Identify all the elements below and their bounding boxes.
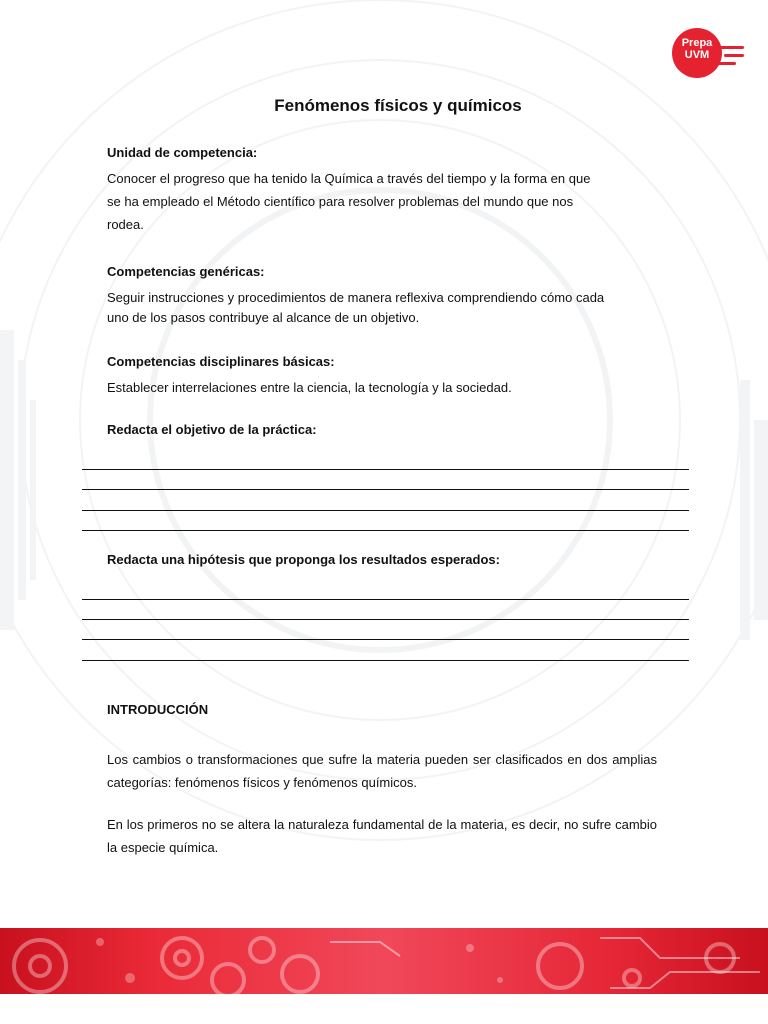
answer-line[interactable] — [82, 489, 689, 490]
genericas-heading: Competencias genéricas: — [107, 264, 265, 279]
answer-line[interactable] — [82, 510, 689, 511]
introduccion-paragraph-2: En los primeros no se altera la naturaleza fundamental de la materia, es decir, no sufre cambio la especie química. — [107, 817, 657, 855]
disciplinares-text: Establecer interrelaciones entre la ciencia, la tecnología y la sociedad. — [107, 380, 512, 395]
page-title: Fenómenos físicos y químicos — [274, 96, 522, 115]
hipotesis-heading: Redacta una hipótesis que proponga los resultados esperados: — [107, 552, 500, 567]
logo-stripe — [720, 46, 744, 49]
logo-line-2: UVM — [684, 49, 710, 61]
objetivo-heading: Redacta el objetivo de la práctica: — [107, 422, 317, 437]
prepa-uvm-logo — [672, 28, 748, 82]
answer-line[interactable] — [82, 530, 689, 531]
unidad-heading: Unidad de competencia: — [107, 145, 258, 160]
answer-line[interactable] — [82, 619, 689, 620]
answer-line[interactable] — [82, 469, 689, 470]
disciplinares-heading: Competencias disciplinares básicas: — [107, 354, 335, 369]
answer-line[interactable] — [82, 599, 689, 600]
logo-line-1: Prepa — [681, 37, 713, 49]
introduccion-paragraph-1: Los cambios o transformaciones que sufre la materia pueden ser clasificados en dos amplias categorías: fenómenos físicos y fenómenos químicos. — [107, 752, 657, 790]
logo-badge — [672, 28, 722, 78]
genericas-text: Seguir instrucciones y procedimientos de manera reflexiva comprendiendo cómo cada uno de los pasos contribuye al alcance de un objetivo. — [107, 290, 605, 325]
introduccion-heading: INTRODUCCIÓN — [107, 702, 209, 717]
unidad-text: Conocer el progreso que ha tenido la Química a través del tiempo y la forma en que se ha empleado el Método científico para resolver problemas del mundo que nos rodea. — [107, 171, 591, 232]
answer-line[interactable] — [82, 639, 689, 640]
footer-gears-decoration — [0, 928, 768, 994]
logo-stripe — [724, 54, 744, 57]
logo-stripe — [718, 62, 736, 65]
footer-banner — [0, 928, 768, 994]
answer-line[interactable] — [82, 660, 689, 661]
